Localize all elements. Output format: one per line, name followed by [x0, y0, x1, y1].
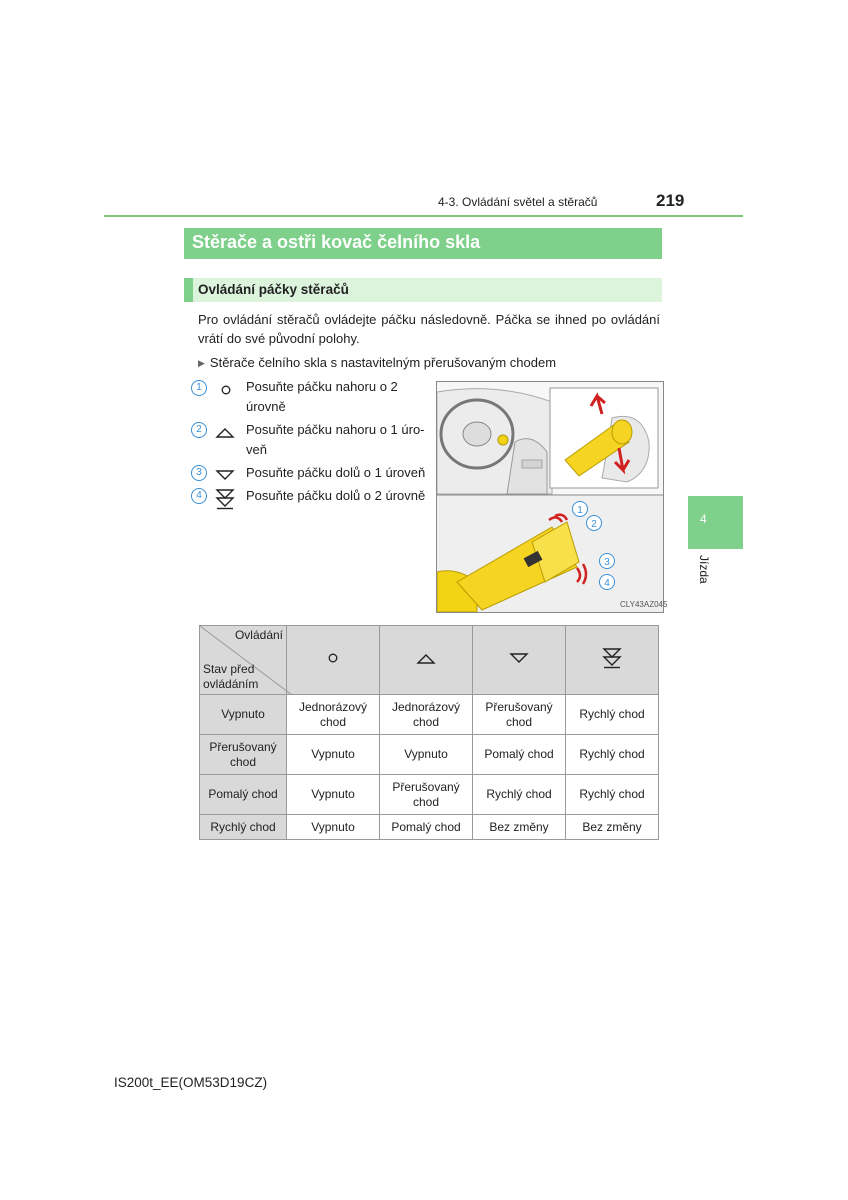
item-text: veň: [246, 442, 267, 457]
subtitle: Ovládání páčky stěračů: [198, 282, 349, 297]
chapter-number: 4: [700, 512, 707, 526]
section-header: 4-3. Ovládání světel a stěračů: [438, 195, 598, 209]
figure-callout: 2: [591, 519, 597, 530]
circle-icon: [218, 383, 234, 397]
table-row: [200, 695, 659, 735]
table-cell: Rychlý chod: [566, 775, 659, 815]
table-cell: Jednorázový chod: [287, 695, 380, 735]
table-cell: Rychlý chod: [473, 775, 566, 815]
item-number: 1: [191, 380, 207, 396]
double-triangle-down-icon: [602, 647, 622, 669]
table-cell: Jednorázový chod: [380, 695, 473, 735]
item-number: 3: [191, 465, 207, 481]
row-header: Přerušovaný chod: [200, 735, 287, 775]
header-rule: [104, 215, 743, 217]
table-cell: Přerušovaný chod: [473, 695, 566, 735]
item-text: Posuňte páčku dolů o 2 úrovně: [246, 488, 426, 503]
column-header: [473, 626, 566, 695]
table-cell: Vypnuto: [380, 735, 473, 775]
wiper-mode-table: [199, 625, 659, 840]
item-number: 4: [191, 488, 207, 504]
table-corner-bottom: ovládáním: [203, 677, 259, 691]
figure-code: CLY43AZ045: [620, 600, 668, 609]
item-text: Posuňte páčku nahoru o 2: [246, 379, 398, 394]
triangle-up-icon: [215, 425, 235, 439]
item-text: Posuňte páčku nahoru o 1 úro-: [246, 422, 425, 437]
item-text: úrovně: [246, 399, 286, 414]
double-triangle-down-icon: [215, 488, 235, 510]
figure-callout: 3: [604, 557, 610, 568]
triangle-up-icon: [416, 651, 436, 665]
row-header: Pomalý chod: [200, 775, 287, 815]
page-title: Stěrače a ostři kovač čelního skla: [192, 232, 481, 252]
chapter-label: Jízda: [697, 555, 711, 584]
bullet-item: [198, 353, 556, 374]
wiper-lever-illustration: [436, 381, 664, 613]
table-cell: Vypnuto: [287, 735, 380, 775]
bullet-triangle-icon: ▶: [198, 358, 205, 368]
table-corner-bottom: Stav před: [203, 662, 255, 676]
bullet-text: Stěrače čelního skla s nastavitelným přerušovaným chodem: [209, 355, 557, 370]
table-cell: Přerušovaný chod: [380, 775, 473, 815]
table-cell: Pomalý chod: [380, 815, 473, 840]
triangle-down-icon: [215, 468, 235, 482]
table-cell: Pomalý chod: [473, 735, 566, 775]
table-cell: Rychlý chod: [566, 735, 659, 775]
table-cell: Vypnuto: [287, 815, 380, 840]
column-header: [380, 626, 473, 695]
table-row: [200, 775, 659, 815]
subtitle-stripe: [184, 278, 193, 302]
figure-callout: 4: [604, 578, 610, 589]
table-cell: Bez změny: [473, 815, 566, 840]
table-corner-cell: [200, 626, 287, 695]
table-cell: Vypnuto: [287, 775, 380, 815]
page-number: 219: [656, 191, 685, 210]
column-header: [566, 626, 659, 695]
footer-model-code: IS200t_EE(OM53D19CZ): [114, 1075, 268, 1090]
table-cell: Bez změny: [566, 815, 659, 840]
table-corner-top: Ovládání: [234, 628, 283, 642]
chapter-tab: [688, 496, 743, 549]
intro-paragraph: Pro ovládání stěračů ovládejte páčku následovně. Páčka se ihned po ovládání vrátí do své původní polohy.: [198, 312, 660, 346]
table-row: [200, 735, 659, 775]
item-text: Posuňte páčku dolů o 1 úroveň: [246, 465, 426, 480]
wiper-lever-drawing: [437, 382, 663, 612]
row-header: Vypnuto: [200, 695, 287, 735]
row-header: Rychlý chod: [200, 815, 287, 840]
circle-icon: [325, 651, 341, 665]
figure-callout: 1: [577, 505, 583, 516]
item-number: 2: [191, 422, 207, 438]
column-header: [287, 626, 380, 695]
table-row: [200, 815, 659, 840]
table-cell: Rychlý chod: [566, 695, 659, 735]
triangle-down-icon: [509, 651, 529, 665]
